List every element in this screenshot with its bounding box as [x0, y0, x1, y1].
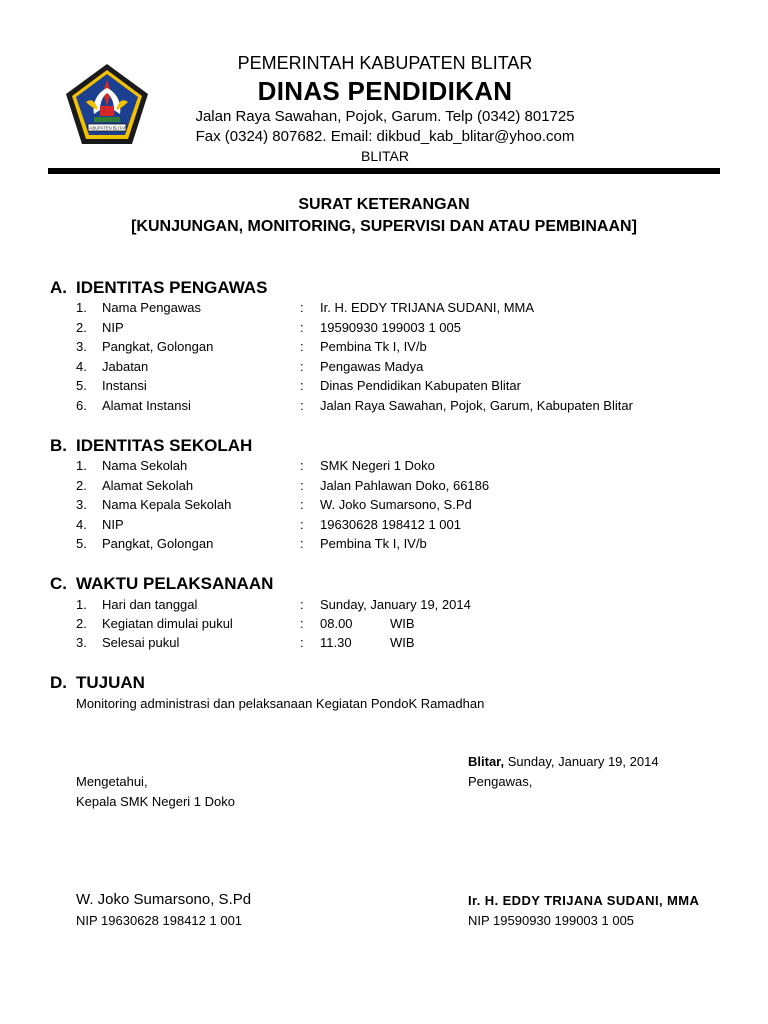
section-title: IDENTITAS PENGAWAS [76, 278, 268, 297]
field-unit: WIB [390, 635, 415, 650]
section-letter: A. [50, 278, 67, 297]
field-value: W. Joko Sumarsono, S.Pd [320, 497, 472, 512]
row-number: 4. [76, 358, 87, 374]
field-label: Instansi [102, 378, 147, 393]
field-colon: : [300, 616, 304, 631]
row-number: 2. [76, 477, 87, 493]
field-label: NIP [102, 319, 124, 335]
field-label: Pangkat, Golongan [102, 339, 214, 354]
field-colon: : [300, 458, 304, 473]
section-letter: C. [50, 574, 67, 593]
row-number: 3. [76, 339, 87, 354]
row-number: 5. [76, 378, 87, 393]
row-number: 3. [76, 635, 87, 650]
supervisor-name: Ir. H. EDDY TRIJANA SUDANI, MMA [468, 893, 700, 908]
document-title: SURAT KETERANGAN [298, 196, 470, 213]
row-number: 3. [76, 497, 87, 512]
header-city: BLITAR [361, 148, 409, 164]
field-label: Nama Pengawas [102, 300, 201, 315]
field-colon: : [300, 477, 304, 493]
field-value: Dinas Pendidikan Kabupaten Blitar [320, 378, 521, 393]
header-department: DINAS PENDIDIKAN [257, 76, 513, 106]
supervisor-label: Pengawas, [468, 774, 533, 789]
field-value: SMK Negeri 1 Doko [320, 458, 435, 473]
row-number: 6. [76, 397, 87, 413]
field-value: Ir. H. EDDY TRIJANA SUDANI, MMA [320, 300, 535, 315]
field-unit: WIB [390, 616, 415, 631]
field-colon: : [300, 397, 304, 413]
field-colon: : [300, 339, 304, 354]
field-row [76, 339, 736, 359]
logo-banner-text: KABUPATEN BLITAR [86, 125, 128, 131]
signature-date: Sunday, January 19, 2014 [504, 754, 659, 769]
field-row [76, 458, 736, 478]
field-label: Nama Kepala Sekolah [102, 497, 232, 512]
principal-title: Kepala SMK Negeri 1 Doko [76, 794, 235, 809]
field-row [76, 517, 736, 537]
kabupaten-blitar-logo [64, 62, 150, 146]
field-colon: : [300, 300, 304, 315]
signature-place: Blitar, [468, 754, 505, 769]
field-value: Pembina Tk I, IV/b [320, 536, 427, 551]
section-c-heading [50, 574, 273, 594]
field-value: 19630628 198412 1 001 [320, 516, 461, 532]
letterhead-divider [48, 168, 720, 174]
field-label: Nama Sekolah [102, 458, 188, 473]
supervisor-nip: NIP 19590930 199003 1 005 [468, 913, 635, 928]
row-number: 5. [76, 536, 87, 551]
field-label: Jabatan [102, 358, 149, 374]
section-d-heading [50, 673, 145, 693]
field-row [76, 536, 736, 556]
field-value: Sunday, January 19, 2014 [320, 597, 471, 612]
field-row [76, 378, 736, 398]
field-value: 19590930 199003 1 005 [320, 319, 461, 335]
section-title: IDENTITAS SEKOLAH [76, 436, 253, 455]
field-colon: : [300, 516, 304, 532]
field-value: Pengawas Madya [320, 358, 424, 374]
row-number: 4. [76, 516, 87, 532]
field-colon: : [300, 378, 304, 393]
field-value: 08.00 [320, 616, 353, 631]
section-b-heading [50, 436, 252, 456]
field-row [76, 478, 736, 498]
row-number: 1. [76, 597, 87, 612]
field-colon: : [300, 358, 304, 374]
field-colon: : [300, 597, 304, 612]
field-label: Alamat Sekolah [102, 477, 194, 493]
field-value: Jalan Raya Sawahan, Pojok, Garum, Kabupaten Blitar [320, 397, 633, 413]
field-label: Kegiatan dimulai pukul [102, 616, 233, 631]
field-row [76, 497, 736, 517]
purpose-text: Monitoring administrasi dan pelaksanaan Kegiatan PondoK Ramadhan [76, 696, 485, 711]
row-number: 1. [76, 300, 87, 315]
field-label: Hari dan tanggal [102, 597, 198, 612]
field-label: Alamat Instansi [102, 397, 191, 413]
section-letter: D. [50, 673, 67, 692]
document-subtitle: [KUNJUNGAN, MONITORING, SUPERVISI DAN ATAU PEMBINAAN] [131, 218, 637, 235]
field-row [76, 320, 736, 340]
field-colon: : [300, 497, 304, 512]
row-number: 1. [76, 458, 87, 473]
field-label: Pangkat, Golongan [102, 536, 214, 551]
row-number: 2. [76, 319, 87, 335]
field-value: Pembina Tk I, IV/b [320, 339, 427, 354]
field-row [76, 597, 736, 617]
header-government: PEMERINTAH KABUPATEN BLITAR [237, 53, 533, 73]
field-colon: : [300, 319, 304, 335]
field-row [76, 616, 736, 636]
field-row [76, 359, 736, 379]
field-row [76, 300, 736, 320]
field-row [76, 635, 736, 655]
field-value: Jalan Pahlawan Doko, 66186 [320, 477, 490, 493]
signature-place-date [468, 754, 659, 769]
section-title: WAKTU PELAKSANAAN [76, 574, 274, 593]
section-title: TUJUAN [76, 673, 145, 692]
section-letter: B. [50, 436, 67, 455]
field-label: Selesai pukul [102, 635, 180, 650]
section-a-heading [50, 278, 267, 298]
field-label: NIP [102, 516, 124, 532]
field-row [76, 398, 736, 418]
field-colon: : [300, 536, 304, 551]
header-address: Jalan Raya Sawahan, Pojok, Garum. Telp (0342) 801725 [195, 108, 575, 125]
row-number: 2. [76, 616, 87, 631]
field-value: 11.30 [320, 635, 352, 650]
principal-nip: NIP 19630628 198412 1 001 [76, 913, 243, 928]
acknowledged-label: Mengetahui, [76, 774, 148, 789]
principal-name: W. Joko Sumarsono, S.Pd [76, 891, 252, 908]
field-colon: : [300, 635, 304, 650]
header-contact: Fax (0324) 807682. Email: dikbud_kab_blitar@yhoo.com [195, 128, 575, 145]
